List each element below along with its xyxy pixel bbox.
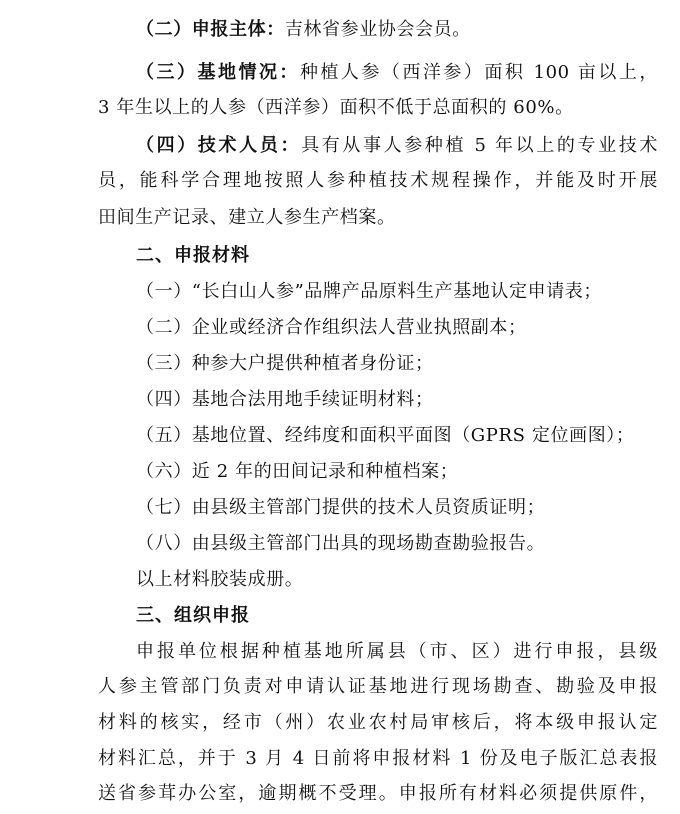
technician-paragraph-line-1: [136, 134, 658, 158]
applicant-label: （二）申报主体：: [136, 19, 285, 40]
materials-heading: 二、申报材料: [136, 245, 250, 266]
base-text-line-1: 种植人参（西洋参）面积 100 亩以上，: [299, 62, 658, 83]
base-label: （三）基地情况：: [136, 62, 300, 83]
base-paragraph-line-1: [136, 61, 658, 85]
material-item: （四）基地合法用地手续证明材料；: [136, 389, 434, 410]
technician-label: （四）技术人员：: [136, 135, 302, 156]
organization-line-2: 人参主管部门负责对申请认证基地进行现场勘查、勘验及申报: [98, 676, 658, 697]
material-item: （五）基地位置、经纬度和面积平面图（GPRS 定位画图）；: [136, 425, 635, 446]
applicant-text: 吉林省参业协会会员。: [284, 19, 471, 40]
organization-line-3: 材料的核实，经市（州）农业农村局审核后，将本级申报认定: [98, 712, 658, 733]
material-item: （八）由县级主管部门出具的现场勘查勘验报告。: [136, 533, 546, 554]
organization-line-4: 材料汇总，并于 3 月 4 日前将申报材料 1 份及电子版汇总表报: [98, 748, 658, 769]
organization-heading: 三、组织申报: [136, 605, 250, 626]
material-item: （一）“长白山人参”品牌产品原料生产基地认定申请表；: [136, 281, 603, 302]
material-item: （三）种参大户提供种植者身份证；: [136, 353, 434, 374]
technician-text-line-1: 具有从事人参种植 5 年以上的专业技术: [301, 135, 658, 156]
applicant-paragraph: [136, 18, 658, 42]
organization-line-5: 送省参茸办公室，逾期概不受理。申报所有材料必须提供原件，: [98, 783, 658, 804]
materials-note: 以上材料胶装成册。: [136, 569, 304, 590]
base-text-line-2: 3 年生以上的人参（西洋参）面积不低于总面积的 60%。: [98, 97, 574, 118]
technician-text-line-2: 员，能科学合理地按照人参种植技术规程操作，并能及时开展: [98, 170, 658, 191]
material-item: （六）近 2 年的田间记录和种植档案；: [136, 461, 459, 482]
organization-line-1: 申报单位根据种植基地所属县（市、区）进行申报，县级: [136, 641, 658, 662]
material-item: （七）由县级主管部门提供的技术人员资质证明；: [136, 497, 546, 518]
technician-text-line-3: 田间生产记录、建立人参生产档案。: [98, 207, 396, 228]
material-item: （二）企业或经济合作组织法人营业执照副本；: [136, 317, 527, 338]
